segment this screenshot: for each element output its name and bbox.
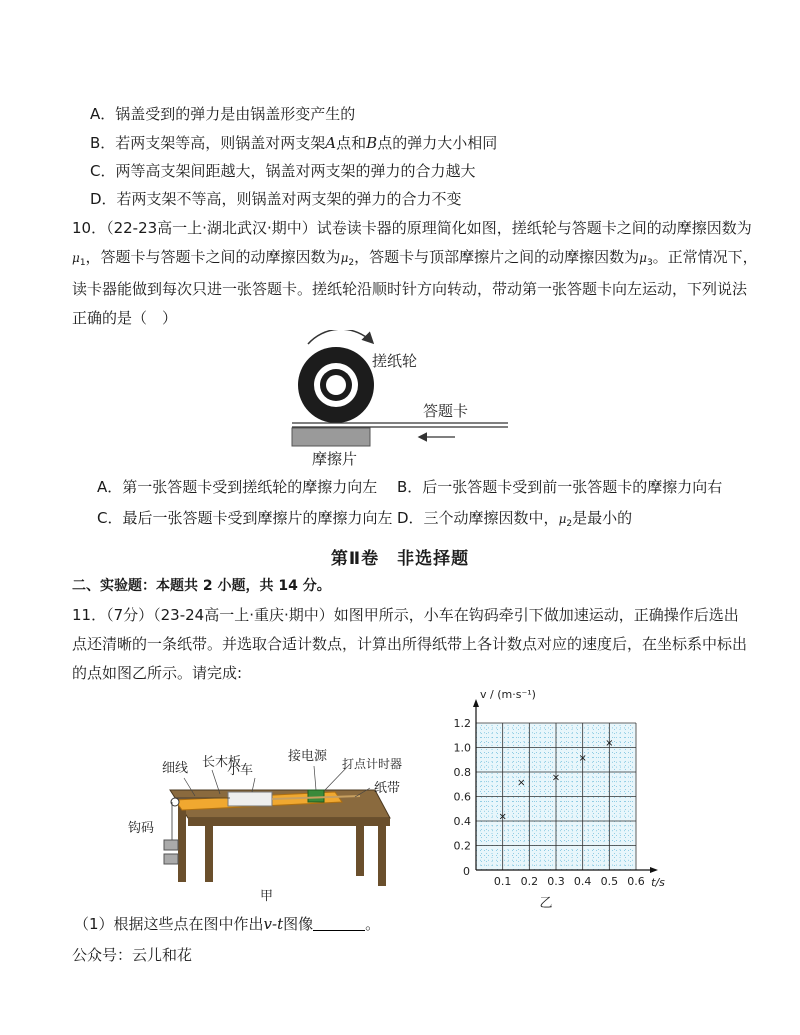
q11-part1 xyxy=(74,914,380,934)
q9-var-b: B xyxy=(366,134,378,152)
origin-label: 0 xyxy=(463,865,470,878)
figure-caption-yi: 乙 xyxy=(539,896,553,910)
q9-option-b-text-2: 点和 xyxy=(336,134,367,152)
mu-subscript: 2 xyxy=(566,519,573,529)
x-tick-label: 0.6 xyxy=(627,875,645,888)
mu-subscript: 3 xyxy=(646,258,653,268)
q10-stem-text: ，答题卡与答题卡之间的动摩擦因数为 xyxy=(85,248,341,266)
table-edge xyxy=(188,818,390,826)
table-leg xyxy=(356,826,364,876)
q10-stem-line4: 正确的是（ ） xyxy=(72,309,178,327)
y-tick-label: 0.6 xyxy=(453,790,471,804)
x-tick-label: 0.1 xyxy=(493,875,512,888)
x-axis-arrow xyxy=(650,867,658,873)
y-tick-label: 0.4 xyxy=(453,815,471,828)
leader-line xyxy=(314,766,316,790)
q10-option-d-text: D．三个动摩擦因数中， xyxy=(397,509,559,527)
x-tick-label: 0.5 xyxy=(600,875,619,888)
q11-stem-line1: 11．（7分）（23-24高一上·重庆·期中）如图甲所示，小车在钩码牵引下做加速运动，正确操作后选出 xyxy=(72,606,739,624)
q10-option-a: A．第一张答题卡受到搓纸轮的摩擦力向左 xyxy=(97,478,378,496)
data-point: × xyxy=(498,811,507,823)
wheel-label: 搓纸轮 xyxy=(372,352,418,370)
section-title: 第Ⅱ卷 非选择题 xyxy=(330,549,470,569)
table-leg xyxy=(205,826,213,882)
data-point: × xyxy=(551,772,561,784)
label-board: 长木板 xyxy=(202,755,242,770)
card-reader-figure xyxy=(280,330,520,470)
y-tick-label: 1.2 xyxy=(453,717,471,730)
q11-part1-var: v-t xyxy=(263,915,284,933)
figure-caption-jia: 甲 xyxy=(260,889,274,904)
table-leg xyxy=(178,802,186,882)
q10-option-d-text: 是最小的 xyxy=(572,509,633,527)
rotation-arrow xyxy=(308,330,372,344)
y-axis-label: v / (m·s⁻¹) xyxy=(480,688,536,701)
data-point: × xyxy=(517,777,526,789)
q10-stem-line1: 10．（22-23高一上·湖北武汉·期中）试卷读卡器的原理简化如图，搓纸轮与答题卡之间的动摩擦因数为 xyxy=(72,219,752,237)
footer-watermark: 公众号：云儿和花 xyxy=(72,946,193,964)
x-tick-label: 0.4 xyxy=(573,875,592,888)
apparatus-figure xyxy=(120,740,420,910)
label-timer: 打点计时器 xyxy=(342,757,403,771)
hook-weight xyxy=(164,854,178,864)
x-tick-label: 0.3 xyxy=(547,875,565,888)
data-point: × xyxy=(578,752,587,764)
mu-subscript: 2 xyxy=(348,258,355,268)
hook-weight xyxy=(164,840,178,850)
q10-stem-line2 xyxy=(72,247,758,273)
q11-part1-end: 。 xyxy=(365,915,381,933)
x-axis-label: t/s xyxy=(651,876,665,889)
q10-stem-text: 。正常情况下， xyxy=(652,248,758,266)
y-tick-label: 1.0 xyxy=(453,741,471,755)
answer-blank[interactable] xyxy=(313,916,365,931)
x-tick-label: 0.2 xyxy=(520,875,539,888)
q10-option-c: C．最后一张答题卡受到摩擦片的摩擦力向左 xyxy=(97,509,393,527)
section-heading: 二、实验题：本题共 2 小题，共 14 分。 xyxy=(72,578,331,594)
table-leg xyxy=(378,826,386,886)
label-tape: 纸带 xyxy=(374,781,401,796)
mu-symbol: μ xyxy=(72,251,80,265)
mu-symbol: μ xyxy=(340,251,349,265)
q11-part1-text: （1）根据这些点在图中作出 xyxy=(74,915,264,933)
label-weight: 钩码 xyxy=(128,821,155,836)
q11-stem-line2: 点还清晰的一条纸带。并选取合适计数点，计算出所得纸带上各计数点对应的速度后，在坐标系中标出 xyxy=(72,635,748,653)
y-tick-label: 0.2 xyxy=(453,839,471,853)
friction-pad xyxy=(292,428,370,446)
mu-symbol: μ xyxy=(639,251,647,265)
q10-option-d xyxy=(397,508,632,534)
q11-stem-line3: 的点如图乙所示。请完成: xyxy=(72,664,243,682)
timer xyxy=(308,790,324,802)
y-tick-label: 0.8 xyxy=(453,766,471,779)
q9-option-b-text-1: B．若两支架等高，则锅盖对两支架 xyxy=(90,134,326,152)
label-string: 细线 xyxy=(162,761,189,776)
q10-stem-text: ，答题卡与顶部摩擦片之间的动摩擦因数为 xyxy=(354,248,640,266)
q9-option-d: D．若两支架不等高，则锅盖对两支架的弹力的合力不变 xyxy=(90,190,462,208)
y-axis-arrow xyxy=(473,699,479,707)
label-cart: 小车 xyxy=(227,763,254,778)
q9-var-a: A xyxy=(325,134,337,152)
mu-symbol: μ xyxy=(558,512,567,526)
pad-label: 摩擦片 xyxy=(312,450,358,468)
cart xyxy=(228,792,272,806)
q9-option-c: C．两等高支架间距越大，锅盖对两支架的弹力的合力越大 xyxy=(90,162,476,180)
q9-option-b-text-3: 点的弹力大小相同 xyxy=(377,134,498,152)
q10-option-b: B．后一张答题卡受到前一张答题卡的摩擦力向右 xyxy=(397,478,723,496)
label-power: 接电源 xyxy=(288,749,328,764)
mu-subscript: 1 xyxy=(79,258,86,268)
vt-chart xyxy=(440,685,700,910)
card-label: 答题卡 xyxy=(423,402,469,420)
data-point: × xyxy=(605,738,614,750)
q9-option-b xyxy=(90,133,497,153)
q9-option-a: A．锅盖受到的弹力是由锅盖形变产生的 xyxy=(90,105,356,123)
q11-part1-text: 图像 xyxy=(283,915,314,933)
wheel-axle xyxy=(326,375,346,395)
q10-stem-line3: 读卡器能做到每次只进一张答题卡。搓纸轮沿顺时针方向转动，带动第一张答题卡向左运动，下列说法 xyxy=(72,280,748,298)
